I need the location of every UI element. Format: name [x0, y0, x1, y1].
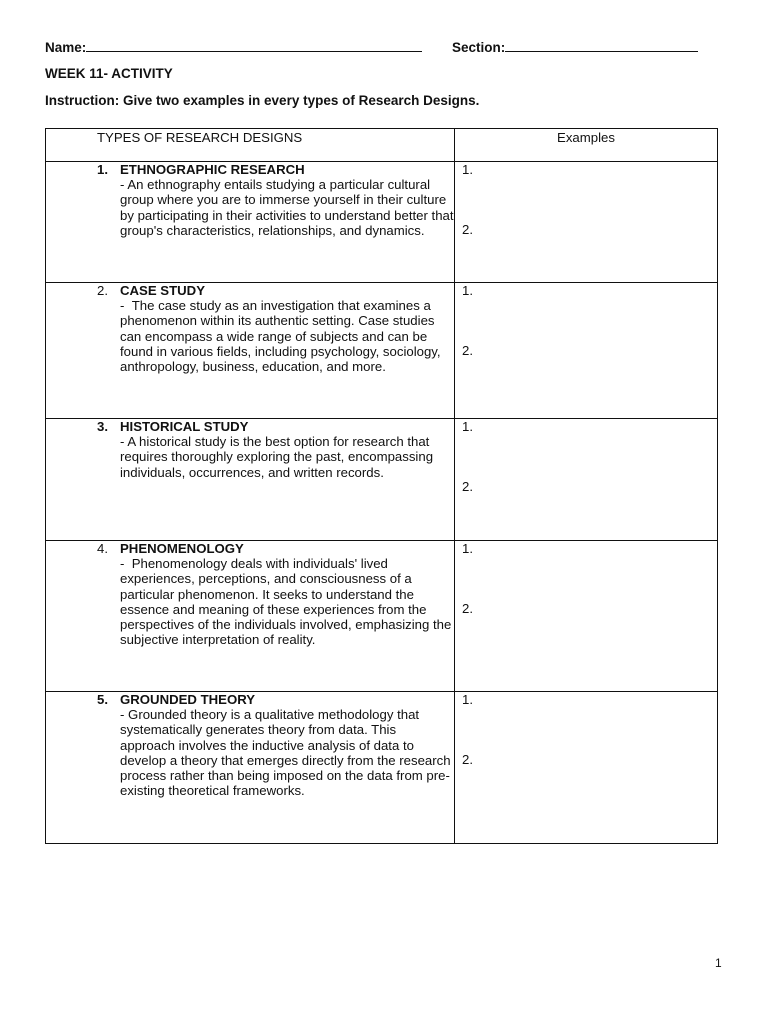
example-2-label: 2. [462, 601, 473, 616]
design-title: ETHNOGRAPHIC RESEARCH [120, 162, 305, 177]
design-title: GROUNDED THEORY [120, 692, 256, 707]
section-label: Section: [452, 40, 506, 55]
section-blank-line[interactable] [505, 39, 698, 52]
table-row [46, 162, 718, 283]
example-1-label: 1. [462, 692, 473, 707]
design-title: CASE STUDY [120, 283, 205, 298]
design-description: - The case study as an investigation that examines a phenomenon within its authentic setting. Case studies can encompass a wide range of subjects and can be found in various fields, including psychology, sociology, anthropology, business, education, and more. [120, 298, 441, 375]
examples-cell[interactable] [455, 162, 718, 283]
design-cell [46, 162, 455, 283]
row-number: 4. [97, 541, 108, 556]
row-number: 1. [97, 162, 108, 177]
design-description: - A historical study is the best option for research that requires thoroughly exploring the past, encompassing individuals, occurrences, and written records. [120, 434, 434, 480]
table-row [46, 692, 718, 844]
example-1-label: 1. [462, 283, 473, 298]
example-1-label: 1. [462, 162, 473, 177]
table-row [46, 541, 718, 692]
example-1-label: 1. [462, 541, 473, 556]
name-field [45, 39, 422, 55]
research-designs-table [45, 128, 718, 844]
example-2-label: 2. [462, 343, 473, 358]
section-field [452, 39, 698, 55]
design-cell [46, 419, 455, 541]
col-header-examples: Examples [455, 129, 718, 162]
col-header-types: TYPES OF RESEARCH DESIGNS [46, 129, 455, 162]
instruction-text: Instruction: Give two examples in every types of Research Designs. [45, 93, 480, 108]
row-number: 2. [97, 283, 108, 298]
design-description: - An ethnography entails studying a particular cultural group where you are to immerse yourself in their culture by participating in their activities to understand better that group's characteristics, relationships, and dynamics. [120, 177, 454, 238]
examples-cell[interactable] [455, 419, 718, 541]
table-header-row [46, 129, 718, 162]
example-2-label: 2. [462, 479, 473, 494]
example-1-label: 1. [462, 419, 473, 434]
design-cell [46, 692, 455, 844]
example-2-label: 2. [462, 752, 473, 767]
examples-cell[interactable] [455, 692, 718, 844]
design-title: PHENOMENOLOGY [120, 541, 244, 556]
row-number: 3. [97, 419, 108, 434]
name-blank-line[interactable] [86, 39, 422, 52]
design-cell [46, 541, 455, 692]
example-2-label: 2. [462, 222, 473, 237]
design-cell [46, 283, 455, 419]
examples-cell[interactable] [455, 541, 718, 692]
table-row [46, 419, 718, 541]
page-number: 1 [715, 956, 722, 970]
design-title: HISTORICAL STUDY [120, 419, 249, 434]
week-title: WEEK 11- ACTIVITY [45, 66, 173, 81]
name-label: Name: [45, 40, 87, 55]
table-row [46, 283, 718, 419]
design-description: - Grounded theory is a qualitative methodology that systematically generates theory from data. This approach involves the inductive analysis of data to develop a theory that emerges directly from the research process rather than being imposed on the data from pre-existing theoretical frameworks. [120, 707, 451, 799]
examples-cell[interactable] [455, 283, 718, 419]
design-description: - Phenomenology deals with individuals' lived experiences, perceptions, and consciousness of a particular phenomenon. It seeks to understand the essence and meaning of these experiences from the perspectives of the individuals involved, emphasizing the subjective interpretation of reality. [120, 556, 452, 648]
row-number: 5. [97, 692, 108, 707]
